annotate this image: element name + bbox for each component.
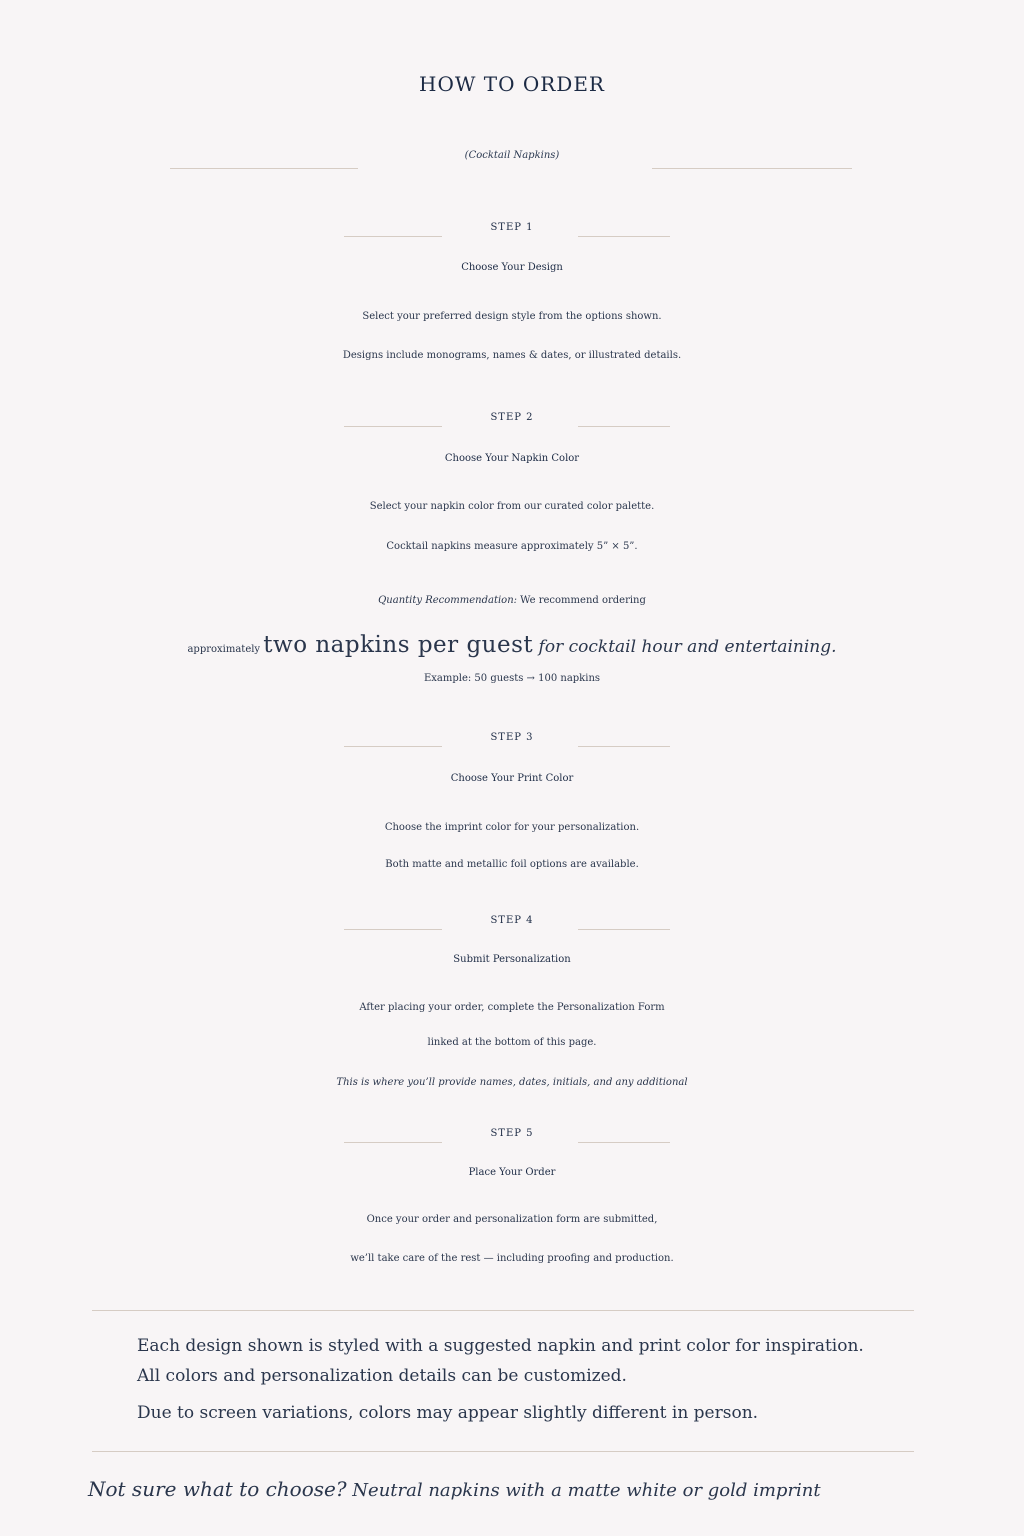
- subtitle-rule-left: [170, 168, 358, 169]
- step4-label: STEP 4: [490, 915, 534, 926]
- note-line-1: Each design shown is styled with a suggested napkin and print color for inspiration.: [137, 1336, 864, 1356]
- quantity-recommendation-lead: Quantity Recommendation:: [378, 595, 517, 606]
- step4-rule-right: [578, 929, 670, 930]
- step2-line-2: Cocktail napkins measure approximately 5” × 5”.: [386, 541, 638, 552]
- quantity-recommendation-emphasis: two napkins per guest: [263, 632, 534, 658]
- notes-divider-top: [92, 1310, 914, 1311]
- step4-heading: Submit Personalization: [453, 954, 571, 965]
- quantity-recommendation-end: for cocktail hour and entertaining.: [533, 637, 837, 657]
- step1-line-2: Designs include monograms, names & dates, or illustrated details.: [342, 350, 682, 361]
- step5-label: STEP 5: [490, 1128, 534, 1139]
- step3-label: STEP 3: [490, 732, 534, 743]
- page-subtitle: (Cocktail Napkins): [464, 150, 560, 161]
- step1-heading: Choose Your Design: [461, 262, 563, 273]
- step5-rule-left: [344, 1142, 442, 1143]
- step5-rule-right: [578, 1142, 670, 1143]
- step2-line-1: Select your napkin color from our curated color palette.: [369, 501, 655, 512]
- step1-label: STEP 1: [490, 222, 534, 233]
- note-line-2: All colors and personalization details can be customized.: [137, 1366, 627, 1386]
- note-line-3: Due to screen variations, colors may appear slightly different in person.: [137, 1403, 759, 1423]
- footer-tip-rest: Neutral napkins with a matte white or gold imprint: [346, 1480, 821, 1501]
- footer-tip-lead: Not sure what to choose?: [88, 1477, 347, 1501]
- step5-heading: Place Your Order: [468, 1167, 556, 1178]
- step3-rule-left: [344, 746, 442, 747]
- step2-heading: Choose Your Napkin Color: [444, 453, 580, 464]
- subtitle-rule-right: [652, 168, 852, 169]
- step1-line-1: Select your preferred design style from the options shown.: [362, 311, 662, 322]
- step4-line-1: After placing your order, complete the Personalization Form: [359, 1002, 665, 1013]
- quantity-recommendation-line-2: [0, 632, 1024, 658]
- quantity-recommendation-lead-rest: We recommend ordering: [517, 595, 646, 606]
- step2-rule-right: [578, 426, 670, 427]
- step3-line-2: Both matte and metallic foil options are available.: [385, 859, 639, 870]
- step1-rule-left: [344, 236, 442, 237]
- step3-rule-right: [578, 746, 670, 747]
- footer-tip: [88, 1477, 821, 1501]
- quantity-recommendation-start: approximately: [187, 644, 264, 655]
- quantity-example: Example: 50 guests → 100 napkins: [423, 673, 601, 684]
- step2-rule-left: [344, 426, 442, 427]
- step4-rule-left: [344, 929, 442, 930]
- step5-line-1: Once your order and personalization form are submitted,: [366, 1214, 658, 1225]
- step3-line-1: Choose the imprint color for your personalization.: [384, 822, 640, 833]
- step4-line-2: linked at the bottom of this page.: [427, 1037, 597, 1048]
- step5-line-2: we’ll take care of the rest — including proofing and production.: [350, 1253, 674, 1264]
- step2-label: STEP 2: [490, 412, 534, 423]
- step3-heading: Choose Your Print Color: [450, 773, 574, 784]
- notes-divider-bottom: [92, 1451, 914, 1452]
- page-title: HOW TO ORDER: [419, 72, 605, 96]
- quantity-recommendation-line-1: [0, 595, 1024, 606]
- step4-note: This is where you’ll provide names, dates, initials, and any additional: [336, 1077, 688, 1088]
- step1-rule-right: [578, 236, 670, 237]
